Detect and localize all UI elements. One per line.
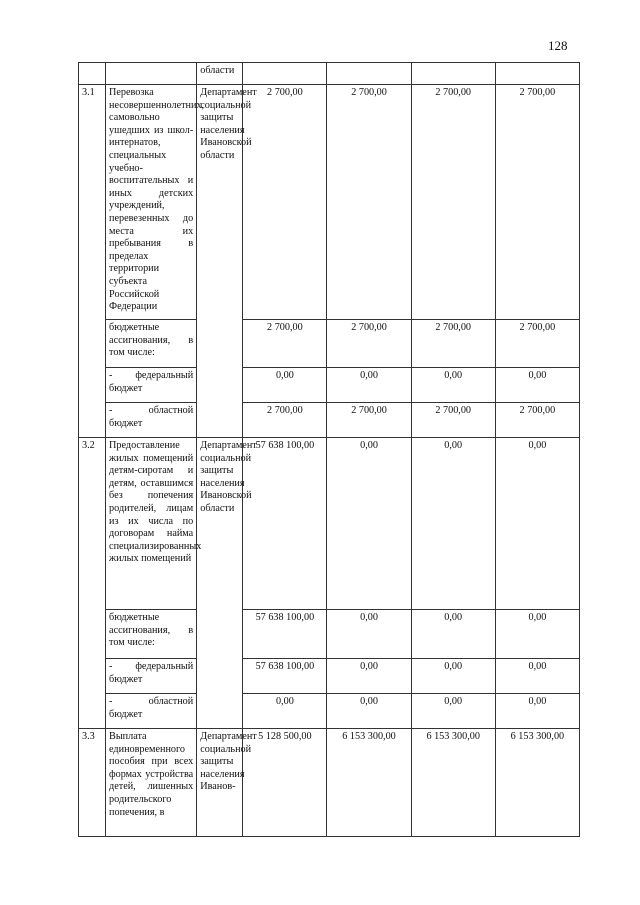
page-number: 128	[548, 38, 568, 53]
value-cell: 2 700,00	[411, 320, 495, 368]
value-cell: 0,00	[327, 610, 411, 659]
value-cell: 0,00	[243, 368, 327, 403]
row-subtitle: - федеральный бюджет	[106, 659, 197, 694]
responsible-cell: Департамент социальной защиты населения Иванов-	[197, 729, 243, 837]
row-subtitle: бюджетные ассигнования, в том числе:	[106, 320, 197, 368]
value-cell: 0,00	[243, 694, 327, 729]
responsible-cell: области	[197, 63, 243, 85]
value-cell: 0,00	[495, 610, 579, 659]
table-row	[79, 320, 580, 368]
value-cell: 2 700,00	[243, 85, 327, 320]
value-cell: 6 153 300,00	[411, 729, 495, 837]
value-cell: 0,00	[411, 610, 495, 659]
value-cell: 57 638 100,00	[243, 610, 327, 659]
row-title: Предоставление жилых помещений детям-сиротам и детям, оставшимся без попечения родителей, лицам из их числа по договорам найма специализированных жилых помещений	[106, 438, 197, 610]
value-cell: 0,00	[411, 368, 495, 403]
row-subtitle: - областной бюджет	[106, 694, 197, 729]
table-row	[79, 694, 580, 729]
value-cell: 0,00	[495, 368, 579, 403]
value-cell: 2 700,00	[495, 85, 579, 320]
value-cell: 2 700,00	[411, 403, 495, 438]
table-row	[79, 85, 580, 320]
value-cell: 57 638 100,00	[243, 438, 327, 610]
row-subtitle: - федеральный бюджет	[106, 368, 197, 403]
value-cell: 0,00	[495, 438, 579, 610]
table-row	[79, 610, 580, 659]
value-cell: 0,00	[411, 438, 495, 610]
value-cell: 0,00	[327, 438, 411, 610]
row-subtitle: бюджетные ассигнования, в том числе:	[106, 610, 197, 659]
table-row	[79, 403, 580, 438]
value-cell: 57 638 100,00	[243, 659, 327, 694]
row-title: Выплата единовременного пособия при всех формах устройства детей, лишенных родительского попечения, в	[106, 729, 197, 837]
table-row	[79, 438, 580, 610]
value-cell: 0,00	[327, 659, 411, 694]
table-row	[79, 729, 580, 837]
value-cell: 0,00	[495, 659, 579, 694]
value-cell: 2 700,00	[327, 85, 411, 320]
value-cell: 2 700,00	[327, 320, 411, 368]
value-cell: 2 700,00	[327, 403, 411, 438]
row-number: 3.3	[79, 729, 106, 837]
responsible-cell: Департамент социальной защиты населения Ивановской области	[197, 85, 243, 438]
value-cell: 2 700,00	[411, 85, 495, 320]
value-cell: 2 700,00	[495, 320, 579, 368]
value-cell: 0,00	[495, 694, 579, 729]
value-cell: 0,00	[411, 659, 495, 694]
value-cell: 6 153 300,00	[327, 729, 411, 837]
value-cell: 2 700,00	[243, 320, 327, 368]
row-number: 3.2	[79, 438, 106, 729]
table-row	[79, 368, 580, 403]
value-cell: 0,00	[411, 694, 495, 729]
budget-table	[78, 62, 580, 837]
value-cell: 0,00	[327, 694, 411, 729]
responsible-cell: Департамент социальной защиты населения Ивановской области	[197, 438, 243, 729]
value-cell: 6 153 300,00	[495, 729, 579, 837]
value-cell: 2 700,00	[243, 403, 327, 438]
table-row	[79, 659, 580, 694]
value-cell: 0,00	[327, 368, 411, 403]
value-cell: 5 128 500,00	[243, 729, 327, 837]
row-number: 3.1	[79, 85, 106, 438]
row-subtitle: - областной бюджет	[106, 403, 197, 438]
value-cell: 2 700,00	[495, 403, 579, 438]
row-title: Перевозка несовершеннолетних, самовольно ушедших из школ-интернатов, специальных учебно-воспитательных и иных детских учреждений, перевезенных до места их пребывания в пределах территории субъекта Российской Федерации	[106, 85, 197, 320]
continuation-row	[79, 63, 580, 85]
